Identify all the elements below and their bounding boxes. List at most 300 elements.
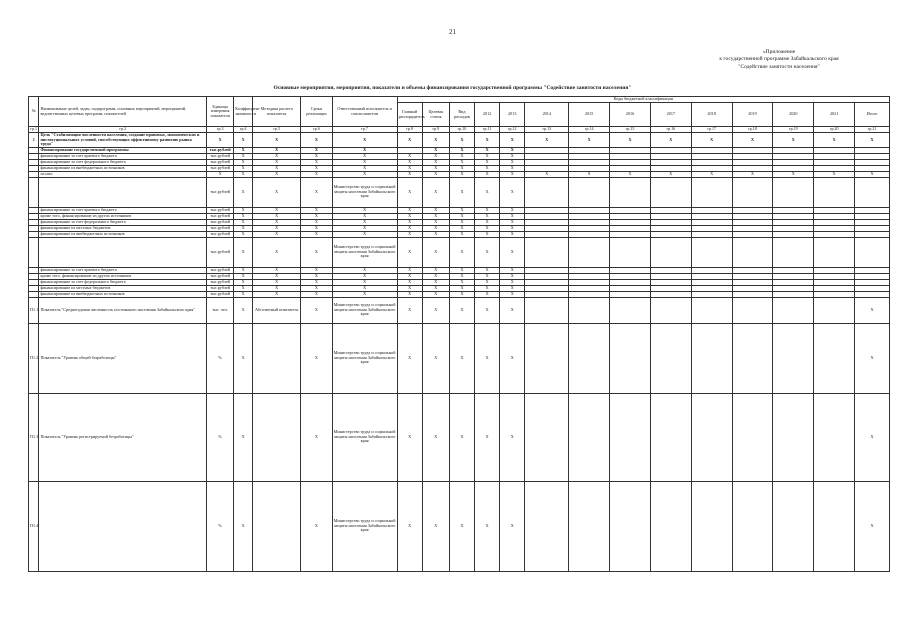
table-cell: Х — [253, 171, 301, 177]
table-cell: Х — [301, 393, 332, 481]
table-cell — [29, 237, 39, 267]
table-cell: Х — [855, 133, 890, 148]
table-cell: Х — [475, 171, 500, 177]
table-cell — [610, 177, 651, 207]
table-cell: Х — [773, 133, 814, 148]
table-cell: Х — [234, 285, 253, 291]
table-cell: Х — [475, 153, 500, 159]
table-cell: Х — [234, 219, 253, 225]
table-cell: Х — [500, 297, 525, 323]
table-cell: Х — [253, 219, 301, 225]
table-cell: тыс.рублей — [207, 279, 234, 285]
table-cell: Показатель "Уровень регистрируемой безработицы" — [39, 393, 207, 481]
table-cell — [569, 237, 610, 267]
table-cell: Х — [332, 225, 397, 231]
table-cell: тыс.рублей — [207, 153, 234, 159]
column-number: гр.2 — [39, 127, 207, 133]
table-cell: Х — [301, 267, 332, 273]
table-cell: Х — [500, 481, 525, 571]
table-cell: Х — [301, 323, 332, 393]
table-cell: Х — [332, 213, 397, 219]
table-cell: Х — [422, 213, 449, 219]
table-cell — [569, 323, 610, 393]
column-number: гр.10 — [449, 127, 474, 133]
appendix-line: "Содействие занятости населения" — [738, 63, 820, 70]
table-cell: Х — [855, 323, 890, 393]
header-executor: Ответственный исполнитель и соисполнители — [332, 97, 397, 127]
header-year: 2016 — [610, 103, 651, 127]
table-cell: Х — [773, 171, 814, 177]
table-cell: Х — [422, 207, 449, 213]
table-cell: Х — [422, 171, 449, 177]
table-cell: Х — [475, 297, 500, 323]
table-cell: Х — [449, 481, 474, 571]
table-cell: Х — [500, 285, 525, 291]
table-cell — [814, 323, 855, 393]
column-number: гр.17 — [691, 127, 732, 133]
table-cell: Х — [397, 171, 422, 177]
table-cell — [525, 323, 569, 393]
table-cell: Х — [475, 481, 500, 571]
header-year: 2013 — [500, 103, 525, 127]
column-number: гр.9 — [422, 127, 449, 133]
table-cell: Х — [449, 225, 474, 231]
table-cell: Х — [332, 153, 397, 159]
table-cell — [732, 237, 773, 267]
table-cell: Х — [475, 159, 500, 165]
table-cell: Х — [397, 153, 422, 159]
table-cell — [39, 177, 207, 207]
table-cell — [691, 323, 732, 393]
table-cell — [525, 481, 569, 571]
table-body — [29, 127, 890, 572]
table-row — [29, 133, 890, 148]
table-cell: Х — [397, 481, 422, 571]
table-cell: Цель "Стабилизация численности населения, создание правовых, экономических и институциональных условий, способствующих эффективному развитию рынка труда" — [39, 133, 207, 148]
table-cell: Х — [301, 213, 332, 219]
table-cell: Х — [332, 171, 397, 177]
column-number: гр.19 — [773, 127, 814, 133]
column-number: гр.14 — [569, 127, 610, 133]
table-row — [29, 297, 890, 323]
header-year: 2018 — [691, 103, 732, 127]
header-year: 2012 — [475, 103, 500, 127]
table-cell: Х — [449, 323, 474, 393]
table-cell: Х — [449, 153, 474, 159]
table-cell: Х — [301, 219, 332, 225]
table-cell: Х — [610, 133, 651, 148]
table-cell: Х — [422, 159, 449, 165]
table-cell — [732, 481, 773, 571]
table-cell — [650, 481, 691, 571]
table-cell — [814, 177, 855, 207]
table-cell: Х — [449, 273, 474, 279]
table-cell: Х — [422, 231, 449, 237]
table-cell: Х — [500, 165, 525, 171]
table-cell: Х — [500, 207, 525, 213]
table-cell — [773, 237, 814, 267]
table-cell: Х — [253, 273, 301, 279]
table-cell — [773, 177, 814, 207]
table-cell — [732, 323, 773, 393]
table-cell — [650, 237, 691, 267]
table-cell: 1 — [29, 133, 39, 148]
table-cell: Х — [449, 159, 474, 165]
table-cell: Х — [253, 207, 301, 213]
header-article: Целевая статья — [422, 103, 449, 127]
table-cell: Х — [422, 267, 449, 273]
table-cell: Х — [422, 237, 449, 267]
table-cell — [253, 323, 301, 393]
table-cell: Х — [814, 133, 855, 148]
table-cell: финансирование за счет федерального бюджета — [39, 159, 207, 165]
table-cell: Х — [253, 267, 301, 273]
table-cell: Х — [449, 165, 474, 171]
table-cell: Х — [422, 285, 449, 291]
table-cell: финансирование из внебюджетных источников — [39, 165, 207, 171]
table-cell: Х — [234, 297, 253, 323]
table-cell: Х — [253, 291, 301, 297]
table-cell: тыс.рублей — [207, 177, 234, 207]
table-cell: Х — [234, 323, 253, 393]
table-cell: П1.1 — [29, 297, 39, 323]
table-cell: Х — [475, 207, 500, 213]
table-cell: Х — [475, 273, 500, 279]
table-cell: % — [207, 323, 234, 393]
table-cell: Х — [422, 147, 449, 153]
table-cell: Х — [234, 291, 253, 297]
table-cell: Х — [301, 279, 332, 285]
table-cell — [569, 481, 610, 571]
table-row — [29, 237, 890, 267]
table-cell: Министерство труда и социальной защиты населения Забайкальского края — [332, 177, 397, 207]
table-cell: Х — [397, 285, 422, 291]
table-cell: Х — [691, 133, 732, 148]
column-number: гр.13 — [525, 127, 569, 133]
table-cell: Х — [234, 147, 253, 153]
table-cell: П1.4 — [29, 481, 39, 571]
table-cell: Х — [234, 133, 253, 148]
table-cell — [253, 481, 301, 571]
column-number: гр.1 — [30, 126, 38, 132]
column-number: гр.8 — [397, 127, 422, 133]
table-cell: Х — [234, 225, 253, 231]
table-cell: финансирование из внебюджетных источников — [39, 291, 207, 297]
table-cell: Х — [397, 231, 422, 237]
column-number: гр.11 — [475, 127, 500, 133]
header-year: 2020 — [773, 103, 814, 127]
table-cell — [773, 297, 814, 323]
table-cell — [732, 393, 773, 481]
table-cell: Х — [397, 159, 422, 165]
table-cell: Х — [397, 291, 422, 297]
table-cell — [650, 393, 691, 481]
header-year: 2015 — [569, 103, 610, 127]
table-cell: Х — [234, 267, 253, 273]
table-cell: Х — [475, 213, 500, 219]
table-cell: Х — [234, 153, 253, 159]
table-cell: Х — [422, 297, 449, 323]
table-cell — [773, 393, 814, 481]
column-number: гр.6 — [301, 127, 332, 133]
table-cell: Х — [475, 323, 500, 393]
table-cell: Х — [207, 133, 234, 148]
table-cell: Х — [500, 225, 525, 231]
table-cell: тыс.рублей — [207, 207, 234, 213]
table-cell: Х — [422, 481, 449, 571]
table-cell: Х — [234, 237, 253, 267]
table-cell: Х — [301, 231, 332, 237]
column-number: гр.3 — [207, 127, 234, 133]
table-cell: Х — [691, 171, 732, 177]
table-cell: Х — [301, 147, 332, 153]
table-cell: Х — [422, 393, 449, 481]
table-cell — [610, 481, 651, 571]
table-cell: Х — [475, 147, 500, 153]
table-cell: Х — [301, 177, 332, 207]
table-cell: Х — [422, 219, 449, 225]
table-cell: Х — [500, 279, 525, 285]
table-cell: Х — [234, 177, 253, 207]
table-cell: Х — [253, 165, 301, 171]
table-cell: Х — [332, 279, 397, 285]
table-cell: Х — [332, 285, 397, 291]
table-cell: Х — [234, 279, 253, 285]
table-cell: Х — [475, 291, 500, 297]
table-cell: Х — [449, 133, 474, 148]
table-cell: тыс.рублей — [207, 285, 234, 291]
table-cell — [610, 393, 651, 481]
table-cell: Х — [253, 177, 301, 207]
table-cell: финансирование за счет федерального бюджета — [39, 219, 207, 225]
table-cell: Х — [332, 291, 397, 297]
column-number: гр.16 — [650, 127, 691, 133]
header-term: Сроки реализации — [301, 97, 332, 127]
table-cell: Х — [301, 291, 332, 297]
table-cell — [39, 481, 207, 571]
table-cell: Х — [234, 393, 253, 481]
header-budget-codes: Коды бюджетной классификации — [397, 97, 889, 103]
table-cell: Х — [301, 481, 332, 571]
table-cell: тыс.рублей — [207, 291, 234, 297]
table-cell — [525, 393, 569, 481]
table-cell: Показатель "Уровень общей безработицы" — [39, 323, 207, 393]
table-cell: Х — [475, 237, 500, 267]
table-cell — [691, 237, 732, 267]
table-cell: Министерство труда и социальной защиты населения Забайкальского края — [332, 481, 397, 571]
header-expense: Вид расходов — [449, 103, 474, 127]
table-cell: Х — [500, 147, 525, 153]
table-cell: Х — [332, 147, 397, 153]
table-cell: тыс.рублей — [207, 237, 234, 267]
table-cell: тыс.рублей — [207, 159, 234, 165]
table-cell: Х — [422, 323, 449, 393]
table-cell: Х — [449, 267, 474, 273]
table-cell: Х — [253, 231, 301, 237]
table-cell: Х — [332, 207, 397, 213]
header-year: 2017 — [650, 103, 691, 127]
table-cell: из них: — [39, 171, 207, 177]
table-cell — [814, 237, 855, 267]
table-cell: тыс.рублей — [207, 267, 234, 273]
header-year: 2021 — [814, 103, 855, 127]
table-cell: Х — [650, 133, 691, 148]
table-cell: Х — [253, 285, 301, 291]
table-row — [29, 323, 890, 393]
table-cell: Министерство труда и социальной защиты населения Забайкальского края — [332, 237, 397, 267]
table-cell: Х — [449, 213, 474, 219]
column-number: гр.4 — [234, 127, 253, 133]
table-cell: Х — [449, 393, 474, 481]
table-cell: тыс.рублей — [207, 225, 234, 231]
table-cell — [610, 323, 651, 393]
table-cell: Х — [475, 219, 500, 225]
header-total: Итого — [855, 103, 890, 127]
table-cell: Х — [397, 279, 422, 285]
table-cell: финансирование за счет краевого бюджета — [39, 153, 207, 159]
table-cell: % — [207, 393, 234, 481]
table-cell: Х — [500, 267, 525, 273]
table-row — [29, 481, 890, 571]
table-cell: Х — [449, 291, 474, 297]
table-cell: Х — [422, 165, 449, 171]
table-cell: Х — [475, 285, 500, 291]
table-cell: Х — [449, 297, 474, 323]
table-cell: Х — [855, 393, 890, 481]
table-cell — [855, 237, 890, 267]
table-cell: Х — [253, 159, 301, 165]
table-cell: Х — [422, 279, 449, 285]
column-number: гр.21 — [855, 127, 890, 133]
table-cell: Х — [301, 285, 332, 291]
table-cell — [650, 177, 691, 207]
table-cell: Х — [234, 213, 253, 219]
table-cell: Х — [397, 237, 422, 267]
table-cell — [525, 297, 569, 323]
table-cell: Х — [500, 231, 525, 237]
table-cell: тыс.рублей — [207, 165, 234, 171]
table-cell: Х — [332, 273, 397, 279]
table-cell: Х — [422, 177, 449, 207]
table-cell: Х — [449, 177, 474, 207]
table-cell: Х — [332, 165, 397, 171]
header-year: 2019 — [732, 103, 773, 127]
table-cell — [610, 297, 651, 323]
column-number: гр.5 — [253, 127, 301, 133]
table-cell: Х — [732, 133, 773, 148]
table-cell: Х — [449, 171, 474, 177]
table-row — [29, 393, 890, 481]
table-cell — [253, 393, 301, 481]
table-cell: Х — [301, 237, 332, 267]
table-cell — [732, 297, 773, 323]
table-cell: Х — [475, 225, 500, 231]
table-cell: Министерство труда и социальной защиты населения Забайкальского края — [332, 297, 397, 323]
table-cell: Х — [569, 133, 610, 148]
table-cell: Показатель "Среднегодовая численность постоянного населения Забайкальского края" — [39, 297, 207, 323]
table-cell: Х — [253, 153, 301, 159]
table-cell: финансирование из местных бюджетов — [39, 285, 207, 291]
table-cell: Х — [475, 393, 500, 481]
table-cell: Х — [500, 133, 525, 148]
column-number: гр.15 — [610, 127, 651, 133]
column-number: гр.18 — [732, 127, 773, 133]
table-cell: Х — [525, 171, 569, 177]
table-cell: Х — [397, 207, 422, 213]
table-cell: Х — [650, 171, 691, 177]
table-cell: Х — [253, 213, 301, 219]
table-cell: финансирование из местных бюджетов — [39, 225, 207, 231]
table-cell: кроме того, финансирование из других источников — [39, 213, 207, 219]
table-cell: Абсолютный показатель — [253, 297, 301, 323]
header-coefficient: Коэффициент значимости — [234, 97, 253, 127]
table-cell: Х — [234, 165, 253, 171]
table-cell: Х — [855, 171, 890, 177]
table-cell: Х — [397, 177, 422, 207]
document-title: Основные мероприятия, мероприятия, показатели и объемы финансирования государственной программы "Содействие занятости населения" — [273, 85, 632, 91]
table-cell — [773, 323, 814, 393]
table-cell: Х — [500, 171, 525, 177]
table-cell: Х — [500, 273, 525, 279]
table-cell: финансирование из внебюджетных источников — [39, 231, 207, 237]
table-cell: Х — [525, 133, 569, 148]
table-cell: Х — [475, 267, 500, 273]
table-cell: тыс.рублей — [207, 273, 234, 279]
table-cell: Х — [234, 481, 253, 571]
table-cell: Финансирование государственной программы — [39, 147, 207, 153]
table-cell — [691, 297, 732, 323]
table-cell: Х — [397, 219, 422, 225]
table-cell: Х — [332, 159, 397, 165]
table-cell: Х — [301, 225, 332, 231]
table-cell: Х — [397, 133, 422, 148]
table-cell: Х — [500, 323, 525, 393]
column-number: гр.12 — [500, 127, 525, 133]
table-cell — [814, 393, 855, 481]
table-cell: Х — [449, 207, 474, 213]
column-number: гр.20 — [814, 127, 855, 133]
table-cell: Х — [610, 171, 651, 177]
appendix-line: «Приложение — [762, 49, 796, 55]
table-cell: Х — [449, 219, 474, 225]
table-cell: Х — [234, 159, 253, 165]
table-cell: кроме того, финансирование из других источников — [39, 273, 207, 279]
table-cell: Х — [475, 133, 500, 148]
table-cell: П1.2 — [29, 323, 39, 393]
table-cell — [691, 393, 732, 481]
column-number: гр.7 — [332, 127, 397, 133]
table-cell: Министерство труда и социальной защиты населения Забайкальского края — [332, 393, 397, 481]
table-cell: Х — [332, 231, 397, 237]
table-cell: финансирование за счет федерального бюджета — [39, 279, 207, 285]
table-cell: Х — [397, 213, 422, 219]
table-cell: Министерство труда и социальной защиты населения Забайкальского края — [332, 323, 397, 393]
table-cell: тыс.рублей — [207, 213, 234, 219]
table-cell: Х — [397, 267, 422, 273]
table-cell: Х — [234, 207, 253, 213]
table-cell: Х — [397, 165, 422, 171]
table-cell: Х — [301, 273, 332, 279]
table-cell: Х — [569, 171, 610, 177]
table-cell — [691, 481, 732, 571]
table-cell: Х — [814, 171, 855, 177]
table-cell — [525, 237, 569, 267]
table-cell: Х — [332, 219, 397, 225]
table-cell: Х — [253, 279, 301, 285]
table-cell: Х — [500, 159, 525, 165]
table-cell: Х — [422, 225, 449, 231]
table-cell: Х — [301, 207, 332, 213]
